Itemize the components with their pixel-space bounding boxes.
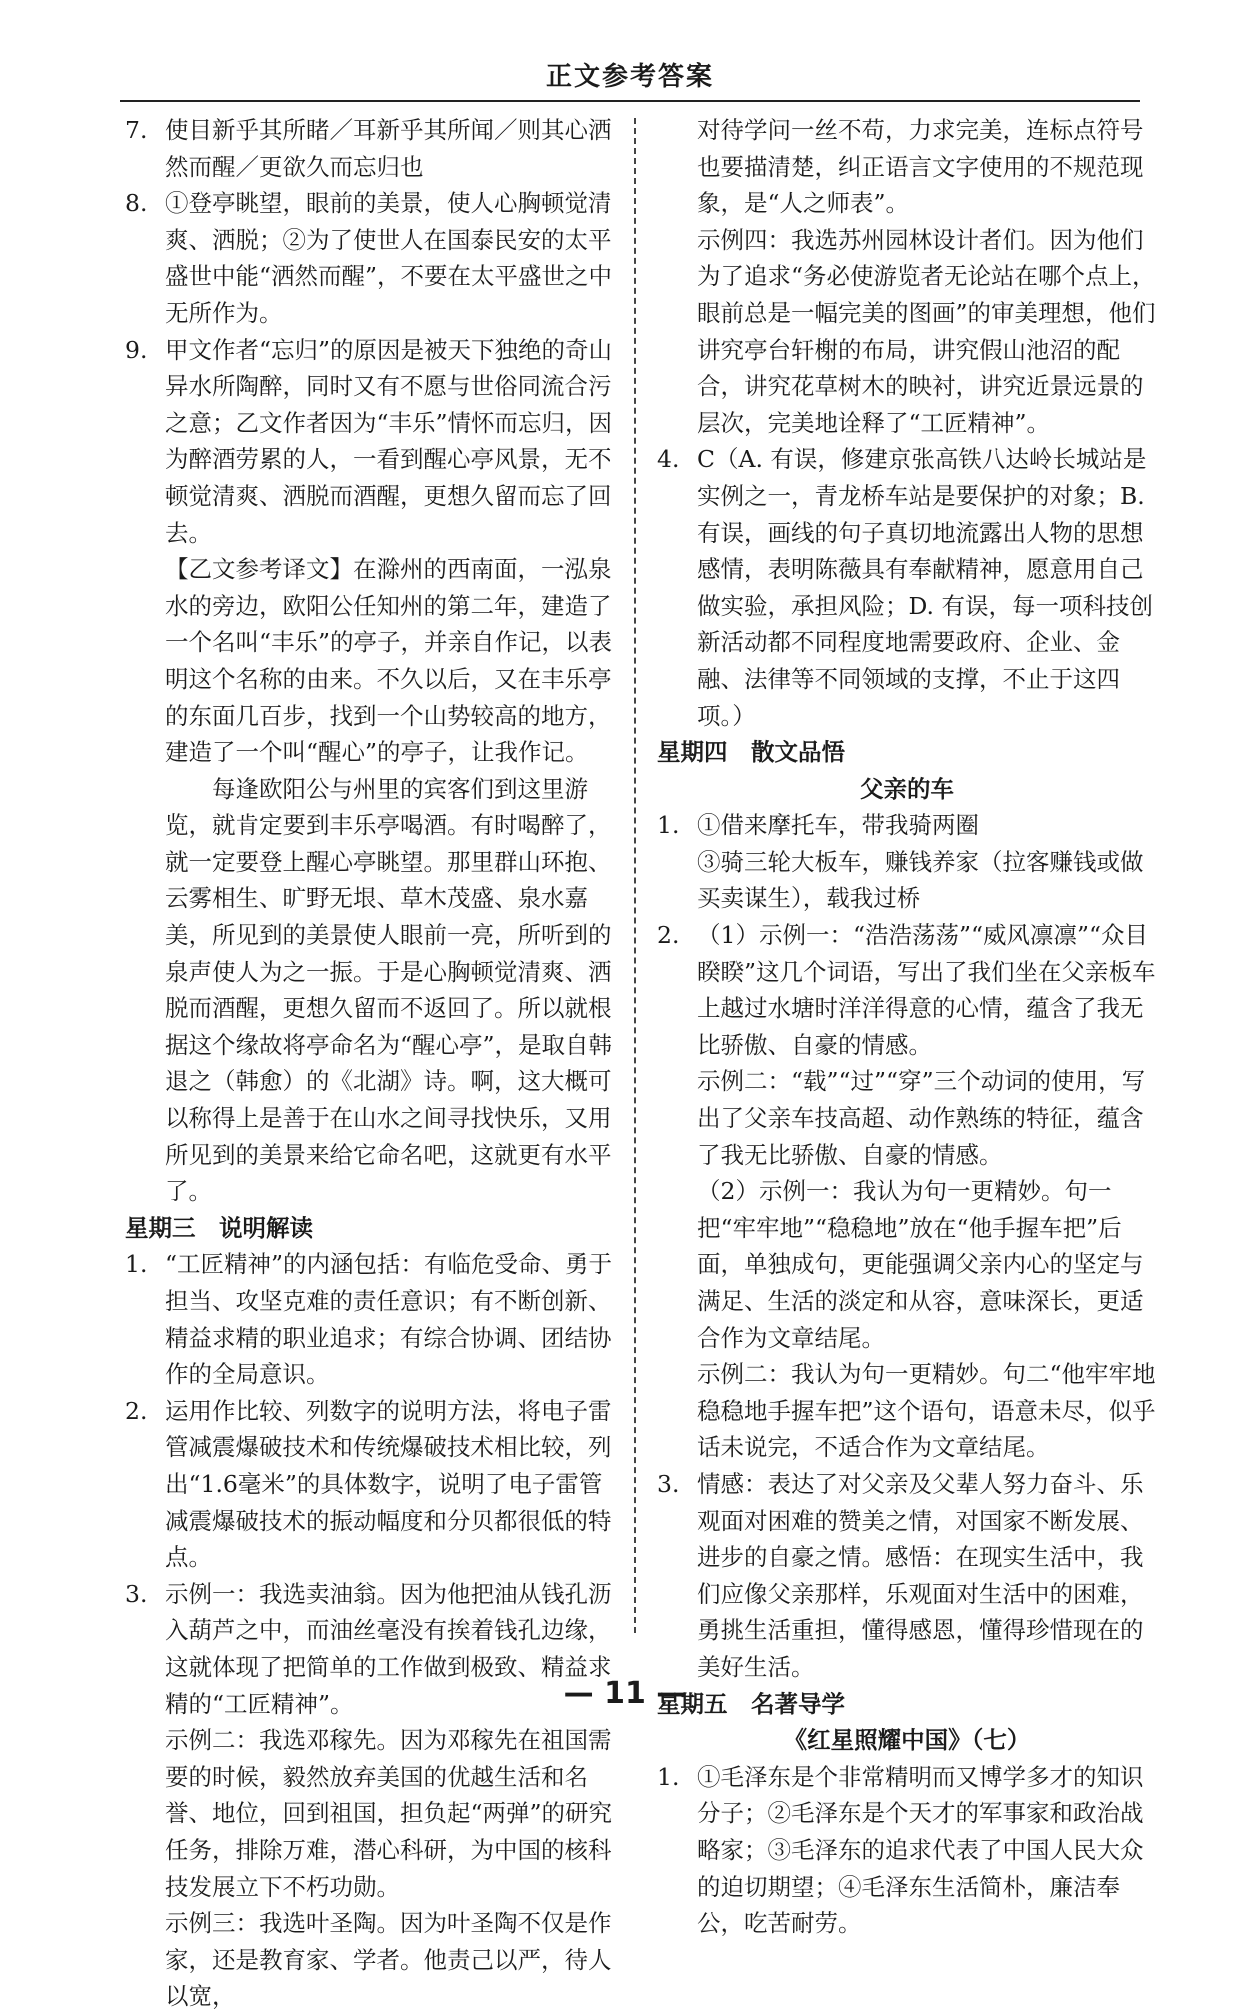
item-text: （1）示例一：“浩浩荡荡”“威风凛凛”“众目睽睽”这几个词语，写出了我们坐在父亲板车上越过水塘时洋洋得意的心情，蕴含了我无比骄傲、自豪的情感。 — [697, 921, 1156, 1059]
item-text: 甲文作者“忘归”的原因是被天下独绝的奇山异水所陶醉，同时又有不愿与世俗同流合污之意；乙文作者因为“丰乐”情怀而忘归，因为醉酒劳累的人，一看到醒心亭风景，无不顿觉清爽、洒脱而酒醒，更想久留而忘了回去。 — [165, 335, 613, 547]
answer-item-1 — [657, 807, 1157, 917]
item-text: 示例一：我选卖油翁。因为他把油从钱孔沥入葫芦之中，而油丝毫没有挨着钱孔边缘，这就体现了把简单的工作做到极致、精益求精的“工匠精神”。 — [165, 1579, 612, 1718]
translation-para-2: 每逢欧阳公与州里的宾客们到这里游览，就肯定要到丰乐亭喝酒。有时喝醉了，就一定要登上醒心亭眺望。那里群山环抱、云雾相生、旷野无垠、草木茂盛、泉水嘉美，所见到的美景使人眼前一亮，所听到的泉声使人为之一振。于是心胸顿觉清爽、洒脱而酒醒，更想久留而不返回了。所以就根据这个缘故将亭命名为“醒心亭”，是取自韩退之（韩愈）的《北湖》诗。啊，这大概可以称得上是善于在山水之间寻找快乐，又用所见到的美景来给它命名吧，这就更有水平了。 — [165, 774, 613, 1206]
item-number: 2. — [657, 921, 680, 950]
answer-item-2 — [657, 917, 1157, 1466]
item-text: ①登亭眺望，眼前的美景，使人心胸顿觉清爽、洒脱；②为了使世人在国泰民安的太平盛世中能“洒然而醒”，不要在太平盛世之中无所作为。 — [165, 189, 613, 327]
item-text: C（A. 有误，修建京张高铁八达岭长城站是实例之一，青龙桥车站是要保护的对象；B. 有误，画线的句子真切地流露出人物的思想感情，表明陈薇具有奉献精神，愿意用自己做实验，承担风险；D. 有误，每一项科技创新活动都不同程度地需要政府、企业、金融、法律等不同领域的支撑，不止于这四项。） — [697, 445, 1153, 730]
column-divider — [634, 118, 636, 1633]
left-column — [125, 112, 625, 2015]
item-number: 2. — [125, 1396, 148, 1425]
section-heading-thursday: 星期四 散文品悟 — [657, 738, 845, 767]
item-text: （2）示例一：我认为句一更精妙。句一把“牢牢地”“稳稳地”放在“他手握车把”后面，单独成句，更能强调父亲内心的坚定与满足、生活的淡定和从容，意味深长，更适合作为文章结尾。 — [697, 1177, 1144, 1352]
continued-text: 对待学问一丝不苟，力求完美，连标点符号也要描清楚，纠正语言文字使用的不规范现象，是“人之师表”。 — [697, 116, 1144, 218]
answer-item-7 — [125, 112, 625, 185]
item-number: 7. — [125, 116, 148, 144]
answer-item-1 — [125, 1246, 625, 1392]
item-number: 8. — [125, 189, 148, 218]
item-text: ①毛泽东是个非常精明而又博学多才的知识分子；②毛泽东是个天才的军事家和政治战略家；③毛泽东的追求代表了中国人民大众的迫切期望；④毛泽东生活简朴，廉洁奉公，吃苦耐劳。 — [697, 1762, 1144, 1938]
item-text: 情感：表达了对父亲及父辈人努力奋斗、乐观面对困难的赞美之情，对国家不断发展、进步的自豪之情。感悟：在现实生活中，我们应像父亲那样，乐观面对生活中的困难，勇挑生活重担，懂得感恩，懂得珍惜现在的美好生活。 — [697, 1469, 1144, 1681]
item-number: 3. — [125, 1579, 148, 1608]
article-title: 父亲的车 — [860, 774, 954, 803]
page-number: — 11 — — [563, 1676, 687, 1711]
example-two: 示例二：我选邓稼先。因为邓稼先在祖国需要的时候，毅然放弃美国的优越生活和名誉、地位，回到祖国，担负起“两弹”的研究任务，排除万难，潜心科研，为中国的核科技发展立下不朽功勋。 — [165, 1726, 613, 1901]
item-text: ③骑三轮大板车，赚钱养家（拉客赚钱或做买卖谋生），载我过桥 — [697, 847, 1144, 913]
book-title: 《红星照耀中国》（七） — [783, 1726, 1031, 1755]
answer-item-9 — [125, 332, 625, 1210]
section-heading-friday: 星期五 名著导学 — [657, 1689, 845, 1718]
answer-item-3 — [125, 1576, 625, 2015]
item-text: 使目新乎其所睹／耳新乎其所闻／则其心洒然而醒／更欲久而忘归也 — [165, 116, 612, 181]
item-text: 运用作比较、列数字的说明方法，将电子雷管减震爆破技术和传统爆破技术相比较，列出“1.6毫米”的具体数字，说明了电子雷管减震爆破技术的振动幅度和分贝都很低的特点。 — [165, 1396, 612, 1572]
example-three: 示例三：我选叶圣陶。因为叶圣陶不仅是作家，还是教育家、学者。他责己以严，待人以宽， — [165, 1909, 612, 2011]
right-column — [657, 112, 1157, 1942]
item-text: “工匠精神”的内涵包括：有临危受命、勇于担当、攻坚克难的责任意识；有不断创新、精益求精的职业追求；有综合协调、团结协作的全局意识。 — [165, 1250, 613, 1389]
header-rule — [120, 100, 1140, 102]
example-four: 示例四：我选苏州园林设计者们。因为他们为了追求“务必使游览者无论站在哪个点上，眼前总是一幅完美的图画”的审美理想，他们讲究亭台轩榭的布局，讲究假山池沼的配合，讲究花草树木的映衬，讲究近景远景的层次，完美地诠释了“工匠精神”。 — [697, 225, 1156, 437]
item-text: ①借来摩托车，带我骑两圈 — [697, 811, 979, 840]
item-number: 9. — [125, 335, 148, 364]
answer-item-1 — [657, 1759, 1157, 1942]
item-number: 1. — [125, 1250, 148, 1279]
section-heading-wednesday: 星期三 说明解读 — [125, 1213, 313, 1242]
page-header: 正文参考答案 — [545, 62, 714, 92]
answer-item-3 — [657, 1466, 1157, 1686]
item-number: 1. — [657, 1762, 680, 1791]
item-number: 1. — [657, 811, 680, 840]
answer-item-2 — [125, 1393, 625, 1576]
answer-item-4 — [657, 441, 1157, 734]
item-number: 3. — [657, 1469, 680, 1498]
translation-para-1: 【乙文参考译文】在滁州的西南面，一泓泉水的旁边，欧阳公任知州的第二年，建造了一个名叫“丰乐”的亭子，并亲自作记，以表明这个名称的由来。不久以后，又在丰乐亭的东面几百步，找到一个山势较高的地方，建造了一个叫“醒心”的亭子，让我作记。 — [165, 555, 613, 767]
continued-item-3 — [657, 112, 1157, 441]
item-number: 4. — [657, 445, 680, 474]
item-text: 示例二：“载”“过”“穿”三个动词的使用，写出了父亲车技高超、动作熟练的特征，蕴含了我无比骄傲、自豪的情感。 — [697, 1067, 1146, 1169]
item-text: 示例二：我认为句一更精妙。句二“他牢牢地稳稳地手握车把”这个语句，语意未尽，似乎话未说完，不适合作为文章结尾。 — [697, 1360, 1156, 1462]
answer-item-8 — [125, 185, 625, 331]
